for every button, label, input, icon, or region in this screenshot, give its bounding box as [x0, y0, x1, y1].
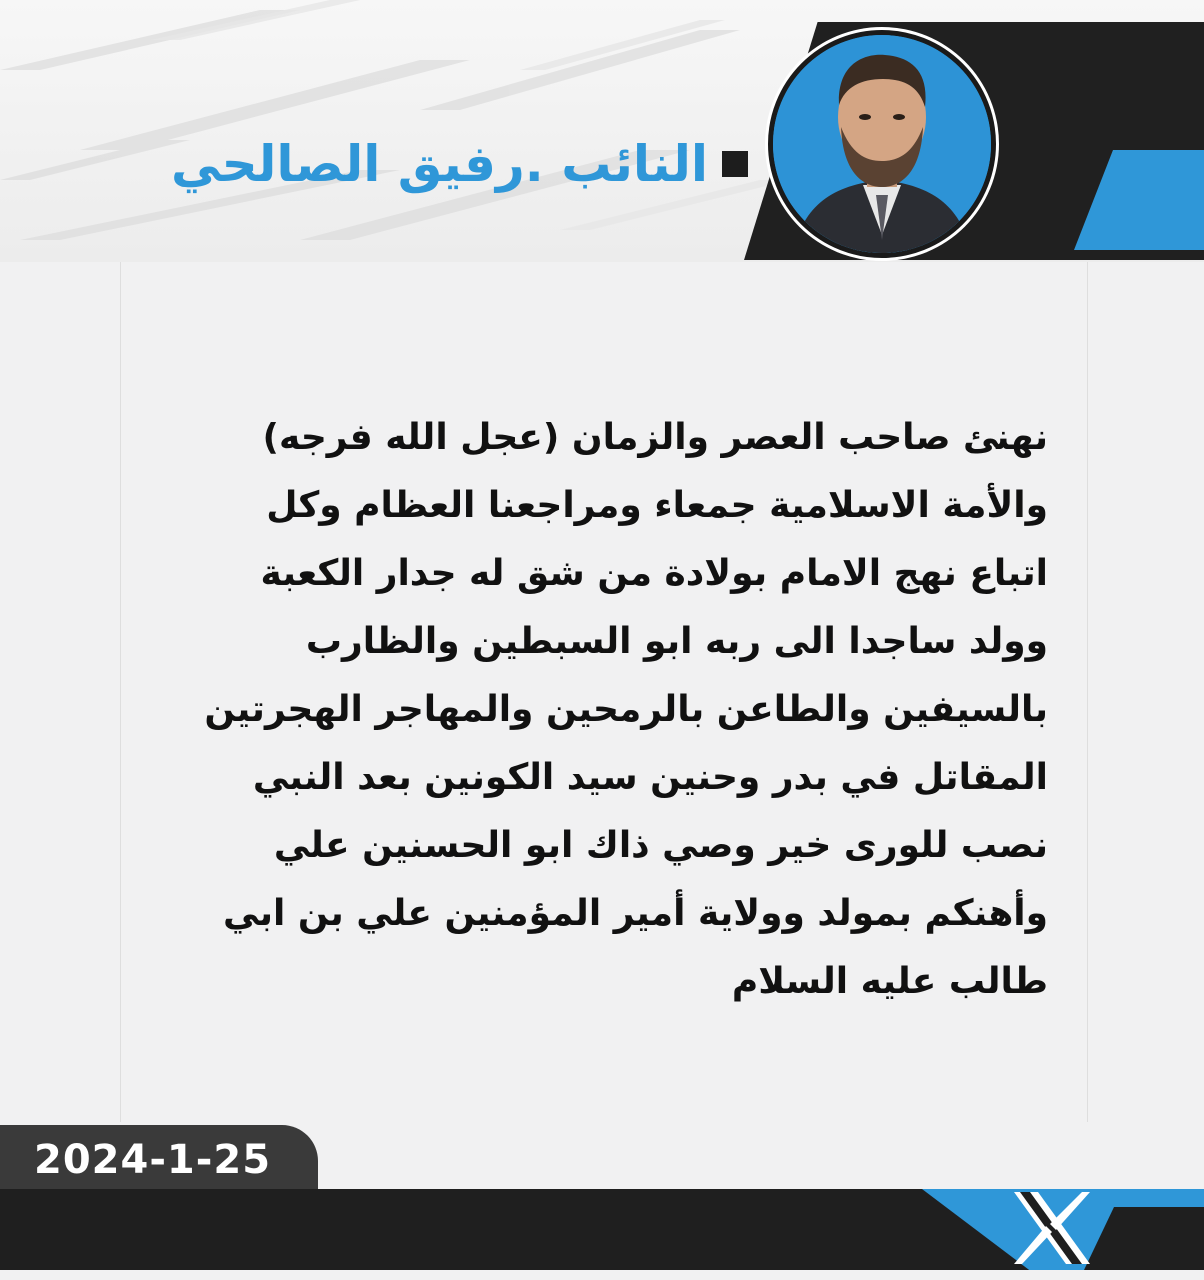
avatar: [768, 30, 996, 258]
header-banner: [0, 0, 1204, 262]
message-body: [152, 404, 1048, 1016]
person-portrait-icon: [773, 35, 991, 253]
message-line: وولد ساجدا الى ربه ابو السبطين والظارب: [305, 621, 1048, 662]
message-line: اتباع نهج الامام بولادة من شق له جدار الكعبة: [260, 553, 1048, 594]
message-line: نهنئ صاحب العصر والزمان (عجل الله فرجه): [262, 417, 1048, 458]
message-line: طالب عليه السلام: [731, 961, 1048, 1002]
page-title: النائب .رفيق الصالحي: [171, 135, 708, 193]
message-line: نصب للورى خير وصي ذاك ابو الحسنين علي: [273, 825, 1048, 866]
message-line: وأهنكم بمولد وولاية أمير المؤمنين علي بن ابي: [223, 893, 1048, 934]
square-bullet-icon: [722, 151, 748, 177]
message-line: المقاتل في بدر وحنين سيد الكونين بعد النبي: [252, 757, 1048, 798]
message-line: بالسيفين والطاعن بالرمحين والمهاجر الهجرتين: [204, 689, 1048, 730]
post-date: 2024-1-25: [34, 1137, 272, 1183]
x-logo-icon: [1008, 1186, 1096, 1270]
bottom-margin: [0, 1270, 1204, 1280]
title-row: [171, 134, 748, 194]
message-line: والأمة الاسلامية جمعاء ومراجعنا العظام وكل: [266, 485, 1048, 526]
